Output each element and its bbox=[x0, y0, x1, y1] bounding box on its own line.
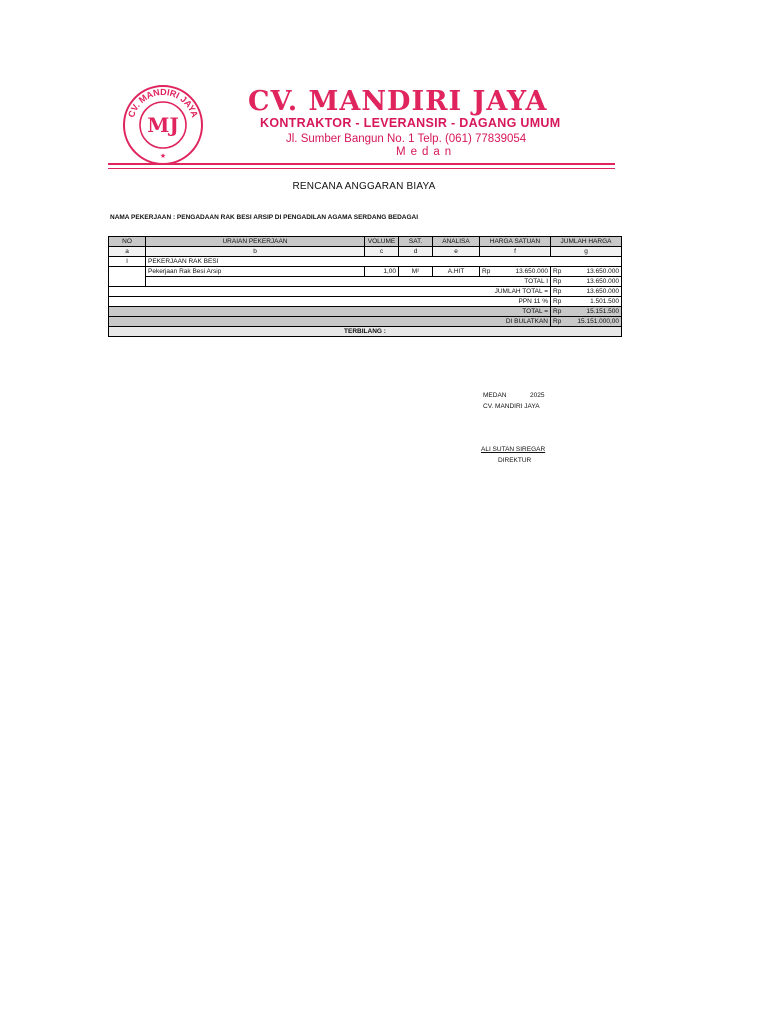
currency-label: Rp bbox=[553, 278, 562, 285]
header-no: NO bbox=[109, 237, 146, 247]
currency-label: Rp bbox=[553, 288, 562, 295]
ppn-cell bbox=[551, 297, 622, 307]
terbilang-row bbox=[109, 327, 622, 337]
total-i-value: 13.650.000 bbox=[586, 278, 619, 285]
terbilang-label: TERBILANG : bbox=[109, 327, 622, 337]
empty-cell bbox=[109, 277, 146, 287]
currency-label: Rp bbox=[553, 268, 562, 275]
total-i-row bbox=[109, 277, 622, 287]
signatory-role: DIREKTUR bbox=[498, 457, 532, 464]
signature-year: 2025 bbox=[530, 392, 545, 399]
header-jumlah-harga: JUMLAH HARGA bbox=[551, 237, 622, 247]
ppn-label: PPN 11 % bbox=[109, 297, 551, 307]
rounded-cell bbox=[551, 317, 622, 327]
section-title: PEKERJAAN RAK BESI bbox=[146, 257, 622, 267]
item-total: 13.650.000 bbox=[586, 268, 619, 275]
header-harga-satuan: HARGA SATUAN bbox=[480, 237, 551, 247]
total-i-cell bbox=[551, 277, 622, 287]
column-letter-row bbox=[109, 247, 622, 257]
company-city: Medan bbox=[396, 146, 457, 158]
column-letter: a bbox=[109, 247, 146, 257]
column-letter: b bbox=[146, 247, 365, 257]
item-number-cell bbox=[109, 267, 146, 277]
letterhead-rule-thin bbox=[108, 168, 615, 169]
item-description: Pekerjaan Rak Besi Arsip bbox=[146, 267, 365, 277]
item-sat: M² bbox=[399, 267, 433, 277]
company-seal-logo bbox=[122, 84, 204, 166]
signature-company: CV. MANDIRI JAYA bbox=[483, 403, 540, 410]
item-unit-price: 13.650.000 bbox=[515, 268, 548, 275]
job-name: NAMA PEKERJAAN : PENGADAAN RAK BESI ARSIP DI PENGADILAN AGAMA SERDANG BEDAGAI bbox=[110, 214, 419, 221]
company-tagline: KONTRAKTOR - LEVERANSIR - DAGANG UMUM bbox=[260, 116, 561, 130]
currency-label: Rp bbox=[553, 308, 562, 315]
header-analisa: ANALISA bbox=[433, 237, 480, 247]
column-letter: c bbox=[365, 247, 399, 257]
currency-label: Rp bbox=[553, 318, 562, 325]
total-row bbox=[109, 307, 622, 317]
header-sat: SAT. bbox=[399, 237, 433, 247]
svg-text:CV. MANDIRI JAYA: CV. MANDIRI JAYA bbox=[126, 86, 200, 119]
budget-table bbox=[108, 236, 622, 337]
letterhead-rule bbox=[108, 163, 615, 165]
signature-city: MEDAN bbox=[483, 392, 507, 399]
item-row bbox=[109, 267, 622, 277]
section-number: I bbox=[109, 257, 146, 267]
svg-text:★: ★ bbox=[159, 152, 167, 160]
jumlah-total-cell bbox=[551, 287, 622, 297]
total-label: TOTAL = bbox=[109, 307, 551, 317]
signatory-name: ALI SUTAN SIREGAR bbox=[481, 446, 546, 453]
item-analisa: A.HIT bbox=[433, 267, 480, 277]
company-name: CV. MANDIRI JAYA bbox=[248, 86, 548, 117]
letterhead bbox=[108, 80, 615, 172]
currency-label: Rp bbox=[482, 268, 491, 275]
item-unit-price-cell bbox=[480, 267, 551, 277]
jumlah-total-value: 13.650.000 bbox=[586, 288, 619, 295]
rounded-row bbox=[109, 317, 622, 327]
header-volume: VOLUME bbox=[365, 237, 399, 247]
document-title: RENCANA ANGGARAN BIAYA bbox=[292, 181, 436, 192]
rounded-label: DI BULATKAN bbox=[109, 317, 551, 327]
rounded-value: 15.151.000,00 bbox=[577, 318, 619, 325]
svg-text:MJ: MJ bbox=[147, 113, 179, 137]
column-letter: f bbox=[480, 247, 551, 257]
total-i-label: TOTAL I bbox=[146, 277, 551, 287]
jumlah-total-row bbox=[109, 287, 622, 297]
ppn-value: 1.501.500 bbox=[590, 298, 619, 305]
jumlah-total-label: JUMLAH TOTAL = bbox=[109, 287, 551, 297]
item-volume: 1,00 bbox=[365, 267, 399, 277]
table-header-row bbox=[109, 237, 622, 247]
company-address: Jl. Sumber Bangun No. 1 Telp. (061) 77839054 bbox=[286, 133, 527, 145]
total-cell bbox=[551, 307, 622, 317]
header-uraian: URAIAN PEKERJAAN bbox=[146, 237, 365, 247]
column-letter: g bbox=[551, 247, 622, 257]
column-letter: e bbox=[433, 247, 480, 257]
ppn-row bbox=[109, 297, 622, 307]
currency-label: Rp bbox=[553, 298, 562, 305]
column-letter: d bbox=[399, 247, 433, 257]
item-total-cell bbox=[551, 267, 622, 277]
section-row bbox=[109, 257, 622, 267]
total-value: 15.151.500 bbox=[586, 308, 619, 315]
